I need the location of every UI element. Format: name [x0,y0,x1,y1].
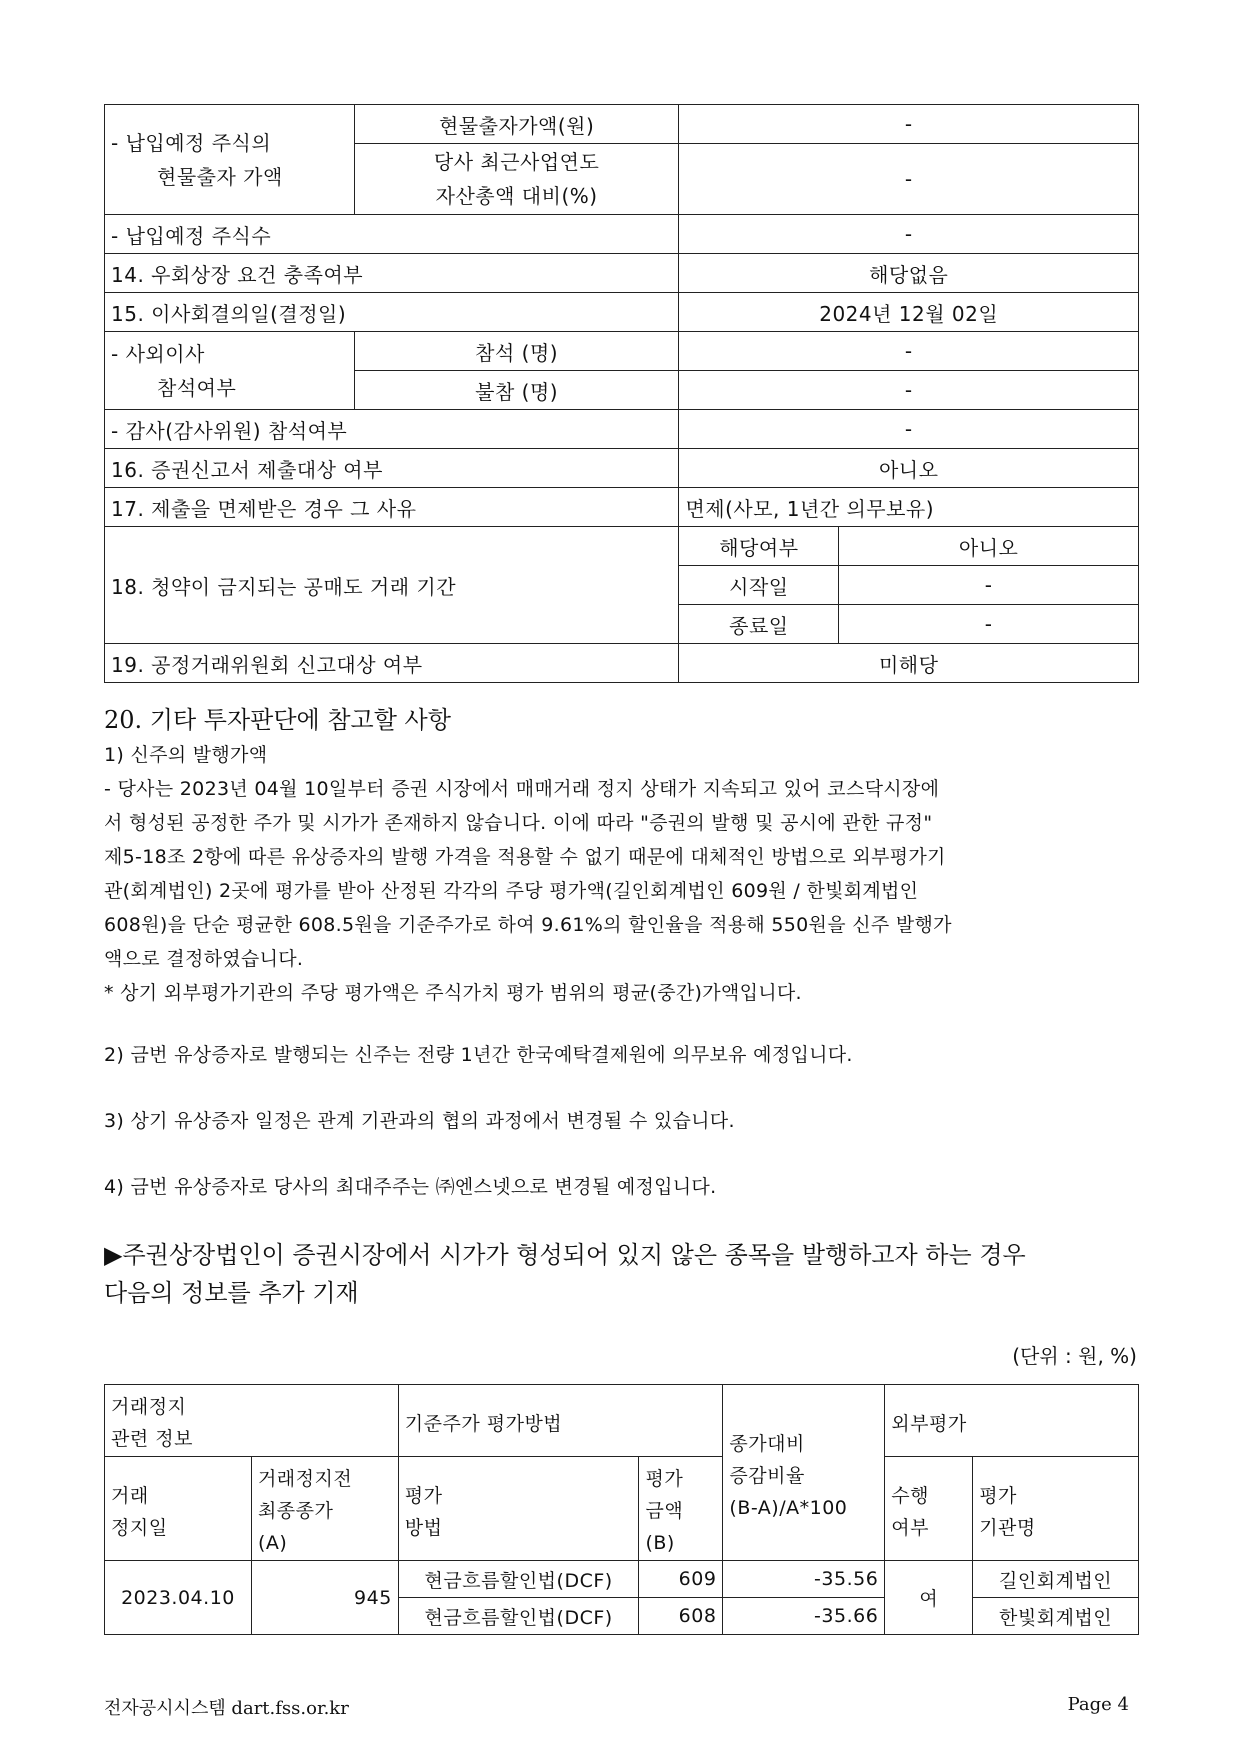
in-kind-ratio-label [354,144,679,215]
item19-label: 19. 공정거래위원회 신고대상 여부 [105,644,679,683]
ratio-value: -35.66 [723,1598,885,1635]
method-value: 현금흐름할인법(DCF) [398,1561,639,1598]
item15-label: 15. 이사회결의일(결정일) [105,293,679,332]
item18-applicable-value: 아니오 [839,527,1139,566]
ratio-value: -35.56 [723,1561,885,1598]
item15-value: 2024년 12월 02일 [679,293,1139,332]
present-label: 참석 (명) [354,332,679,371]
present-value: - [679,332,1139,371]
absent-label: 불참 (명) [354,371,679,410]
halt-date-value: 2023.04.10 [105,1561,252,1635]
auditor-label: - 감사(감사위원) 참석여부 [105,410,679,449]
header-last-close [251,1457,398,1561]
note4: 4) 금번 유상증자로 당사의 최대주주는 ㈜엔스넷으로 변경될 예정입니다. [104,1176,717,1198]
item18-end-label: 종료일 [679,605,839,644]
absent-value: - [679,371,1139,410]
header-method [398,1457,639,1561]
header-method-line1: 평가 [404,1484,443,1507]
footer-site: 전자공시시스템 dart.fss.or.kr [104,1698,349,1719]
outside-director-label-line1: - 사외이사 [111,341,205,366]
header-halt-info-line1: 거래정지 [111,1396,187,1418]
para1-line: 액으로 결정하였습니다. [104,948,304,970]
outside-director-label-line2: 참석여부 [157,375,237,400]
last-close-value: 945 [251,1561,398,1635]
note3: 3) 상기 유상증자 일정은 관계 기관과의 협의 과정에서 변경될 수 있습니다. [104,1110,735,1132]
item14-value: 해당없음 [679,254,1139,293]
shares-label: - 납입예정 주식수 [105,215,679,254]
item19-value: 미해당 [679,644,1139,683]
item17-label: 17. 제출을 면제받은 경우 그 사유 [105,488,679,527]
auditor-value: - [679,410,1139,449]
para1-line: - 당사는 2023년 04월 10일부터 증권 시장에서 매매거래 정지 상태가 지속되고 있어 코스닥시장에 [104,778,940,800]
para1-note: * 상기 외부평가기관의 주당 평가액은 주식가치 평가 범위의 평균(중간)가액입니다. [104,982,802,1004]
item18-label: 18. 청약이 금지되는 공매도 거래 기간 [105,527,679,644]
header-change-ratio-line3: (B-A)/A*100 [729,1496,848,1519]
footer-page-number: Page 4 [1067,1694,1129,1715]
header-halt-info-line2: 관련 정보 [111,1428,193,1450]
header-agency-line1: 평가 [979,1484,1017,1507]
in-kind-label-line1: - 납입예정 주식의 [111,130,272,155]
additional-heading-line1: ▶주권상장법인이 증권시장에서 시가가 형성되어 있지 않은 종목을 발행하고자 하는 경우 [104,1241,1026,1269]
additional-info-heading [104,1236,1144,1312]
header-base-price-method: 기준주가 평가방법 [398,1385,723,1457]
header-external: 외부평가 [885,1385,1139,1457]
header-halt-date-line1: 거래 [111,1484,149,1507]
header-last-close-line1: 거래정지전 [257,1468,353,1490]
additional-heading-line2: 다음의 정보를 추가 기재 [104,1279,359,1307]
header-amount-line3: (B) [645,1532,675,1554]
item14-label: 14. 우회상장 요건 충족여부 [105,254,679,293]
outside-director-label [105,332,355,410]
in-kind-ratio-label-line2: 자산총액 대비(%) [435,184,598,208]
section20-body [104,738,1144,1010]
para1-line: 서 형성된 공정한 주가 및 시가가 존재하지 않습니다. 이에 따라 "증권의 발행 및 공시에 관한 규정" [104,812,933,834]
agency-value: 한빛회계법인 [973,1598,1139,1635]
note2: 2) 금번 유상증자로 발행되는 신주는 전량 1년간 한국예탁결제원에 의무보유 예정입니다. [104,1044,853,1066]
header-amount-line2: 금액 [645,1500,684,1522]
header-agency [973,1457,1139,1561]
para1-line: 608원)을 단순 평균한 608.5원을 기준주가로 하여 9.61%의 할인율을 적용해 550원을 신주 발행가 [104,914,952,936]
amount-value: 608 [639,1598,723,1635]
disclosure-table-top [104,104,1139,683]
item17-value: 면제(사모, 1년간 의무보유) [679,488,1139,527]
method-value: 현금흐름할인법(DCF) [398,1598,639,1635]
header-method-line2: 방법 [404,1516,443,1539]
header-change-ratio-line2: 증감비율 [729,1464,805,1487]
item18-start-value: - [839,566,1139,605]
in-kind-ratio-value: - [679,144,1139,215]
header-last-close-line3: (A) [257,1532,288,1554]
sub1-heading: 1) 신주의 발행가액 [104,744,268,766]
header-performed-line1: 수행 [891,1484,930,1507]
performed-value: 여 [885,1561,973,1635]
para1-line: 제5-18조 2항에 따른 유상증자의 발행 가격을 적용할 수 없기 때문에 대체적인 방법으로 외부평가기 [104,846,946,868]
unit-label: (단위 : 원, %) [1012,1344,1137,1368]
agency-value: 길인회계법인 [973,1561,1139,1598]
trading-halt-table [104,1384,1139,1635]
header-halt-info [105,1385,399,1457]
para1-line: 관(회계법인) 2곳에 평가를 받아 산정된 각각의 주당 평가액(길인회계법인 609원 / 한빛회계법인 [104,880,919,902]
header-performed [885,1457,973,1561]
item18-start-label: 시작일 [679,566,839,605]
header-halt-date [105,1457,252,1561]
shares-value: - [679,215,1139,254]
header-amount [639,1457,723,1561]
in-kind-label [105,105,355,215]
in-kind-ratio-label-line1: 당사 최근사업연도 [433,150,600,174]
header-change-ratio-line1: 종가대비 [729,1432,805,1455]
header-amount-line1: 평가 [645,1468,684,1490]
in-kind-amount-value: - [679,105,1139,144]
header-last-close-line2: 최종종가 [257,1500,334,1522]
header-performed-line2: 여부 [891,1516,930,1539]
table-row [105,1561,1139,1598]
header-change-ratio [723,1385,885,1561]
header-halt-date-line2: 정지일 [111,1516,168,1539]
amount-value: 609 [639,1561,723,1598]
item16-value: 아니오 [679,449,1139,488]
in-kind-label-line2: 현물출자 가액 [157,164,283,189]
section20-heading: 20. 기타 투자판단에 참고할 사항 [104,706,451,734]
in-kind-amount-label: 현물출자가액(원) [354,105,679,144]
header-agency-line2: 기관명 [979,1516,1036,1539]
item18-end-value: - [839,605,1139,644]
item16-label: 16. 증권신고서 제출대상 여부 [105,449,679,488]
item18-applicable-label: 해당여부 [679,527,839,566]
